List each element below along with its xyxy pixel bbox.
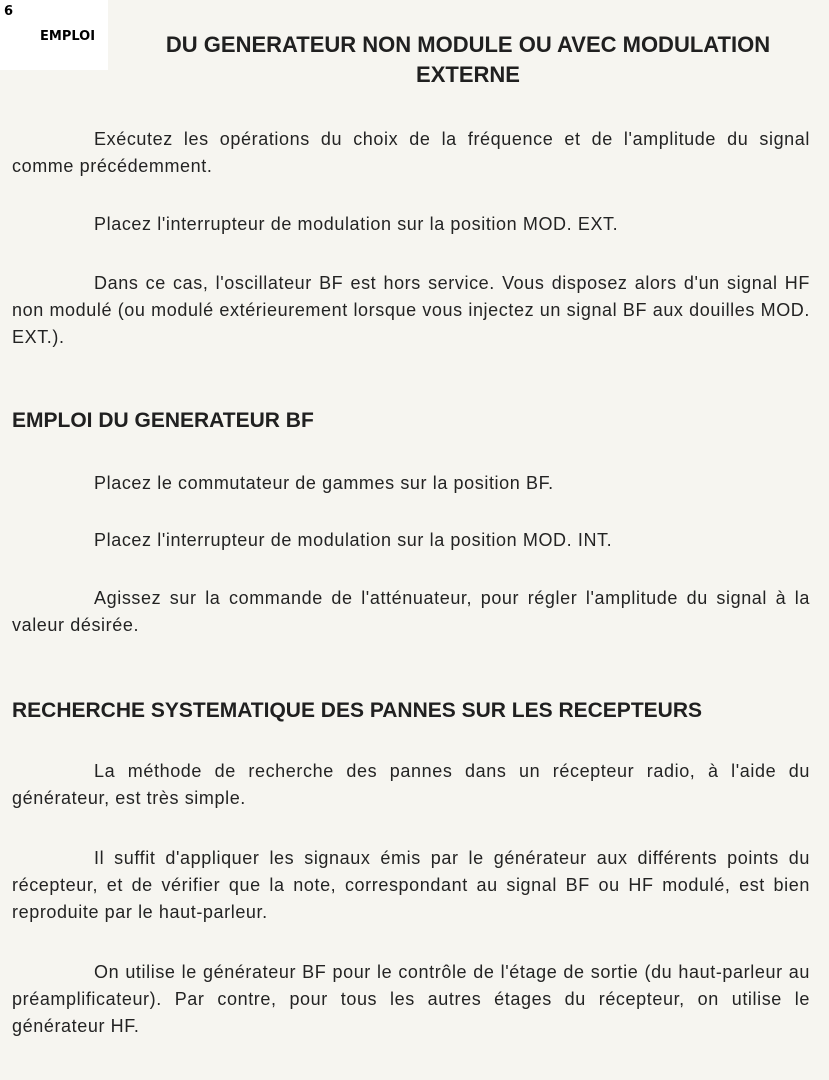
paragraph-attenuator: Agissez sur la commande de l'atténuateur, pour régler l'amplitude du signal à la valeur désirée.	[12, 588, 810, 635]
heading-bf-generator: EMPLOI DU GENERATEUR BF	[12, 409, 314, 432]
paragraph-method: La méthode de recherche des pannes dans un récepteur radio, à l'aide du générateur, est très simple.	[12, 761, 810, 808]
paragraph-mod-int-switch: Placez l'interrupteur de modulation sur la position MOD. INT.	[94, 530, 613, 550]
paragraph-apply-signals: Il suffit d'appliquer les signaux émis par le générateur aux différents points du récepteur, et de vérifier que la note, correspondant au signal BF ou HF modulé, est bien reproduite par le haut-parleur.	[12, 848, 810, 922]
paragraph-range-switch: Placez le commutateur de gammes sur la position BF.	[94, 473, 554, 493]
paragraph-mod-ext-switch: Placez l'interrupteur de modulation sur la position MOD. EXT.	[94, 214, 619, 234]
heading-fault-finding: RECHERCHE SYSTEMATIQUE DES PANNES SUR LES RECEPTEURS	[12, 699, 702, 722]
paragraph-stage-testing: On utilise le générateur BF pour le contrôle de l'étage de sortie (du haut-parleur au préamplificateur). Par contre, pour tous les autres étages du récepteur, on utilise le générateur HF.	[12, 962, 810, 1036]
page-title: DU GENERATEUR NON MODULE OU AVEC MODULATION EXTERNE	[165, 32, 771, 87]
section-tag: EMPLOI	[40, 29, 96, 44]
page-number: 6	[4, 4, 14, 19]
paragraph-frequency-choice: Exécutez les opérations du choix de la fréquence et de l'amplitude du signal comme précédemment.	[12, 129, 810, 176]
paragraph-oscillator-off: Dans ce cas, l'oscillateur BF est hors service. Vous disposez alors d'un signal HF non modulé (ou modulé extérieurement lorsque vous injectez un signal BF aux douilles MOD. EXT.).	[12, 273, 810, 347]
